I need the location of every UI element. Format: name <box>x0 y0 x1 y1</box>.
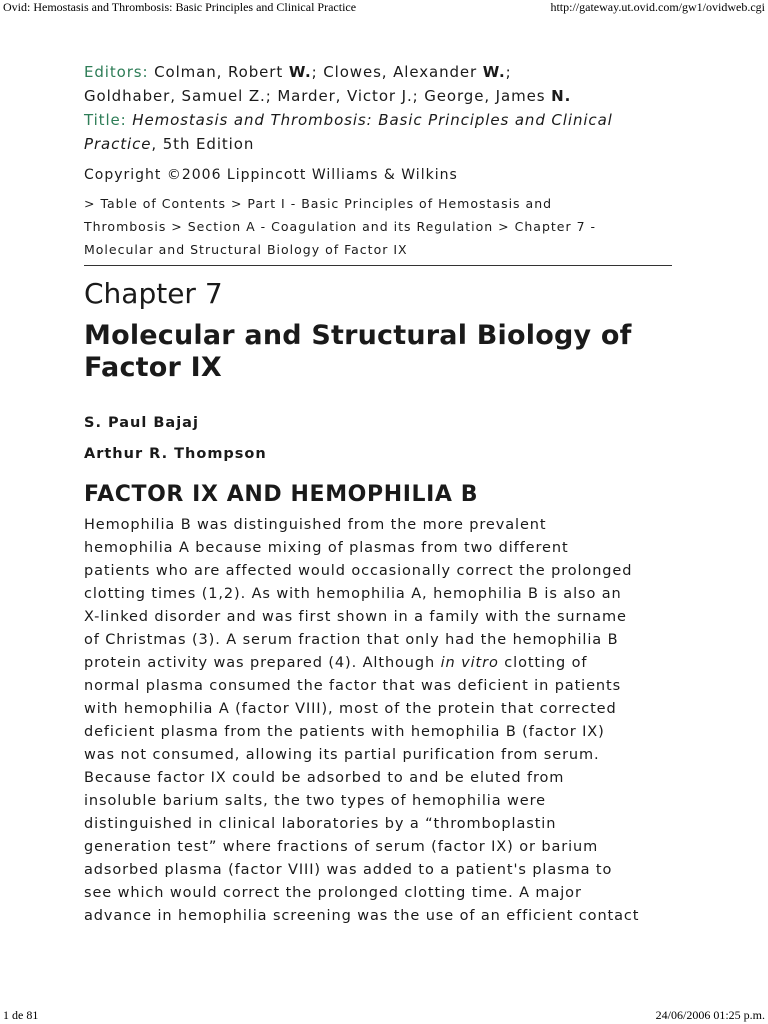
authors <box>84 408 674 470</box>
chapter-title: Molecular and Structural Biology of Factor IX <box>84 320 632 383</box>
author: Arthur R. Thompson <box>84 446 267 462</box>
paragraph-line: distinguished in clinical laboratories by a “thromboplastin <box>84 816 557 832</box>
editors-label: Editors: <box>84 63 149 81</box>
author: S. Paul Bajaj <box>84 415 199 431</box>
italic-term: in vitro <box>440 655 499 671</box>
paragraph-line: Because factor IX could be adsorbed to and be eluted from <box>84 770 565 786</box>
copyright: Copyright ©2006 Lippincott Williams & Wilkins <box>84 167 458 183</box>
section-heading: FACTOR IX AND HEMOPHILIA B <box>84 482 479 507</box>
paragraph-line: protein activity was prepared (4). Although in vitro clotting of <box>84 655 588 671</box>
paragraph-line: see which would correct the prolonged clotting time. A major <box>84 885 582 901</box>
editor-name: Clowes, Alexander <box>323 63 483 81</box>
editor-initial: W. <box>482 63 506 81</box>
book-title: Hemostasis and Thrombosis: Basic Principles and Clinical Practice <box>84 111 613 153</box>
paragraph-line: normal plasma consumed the factor that was deficient in patients <box>84 678 622 694</box>
print-header-title: Ovid: Hemostasis and Thrombosis: Basic Principles and Clinical Practice <box>3 0 357 14</box>
paragraph-line: Hemophilia B was distinguished from the more prevalent <box>84 517 547 533</box>
breadcrumb-line[interactable]: Molecular and Structural Biology of Factor IX <box>84 242 408 257</box>
editors-line: Editors: Colman, Robert W.; Clowes, Alexander W.; <box>84 63 512 81</box>
editor-initial: N. <box>551 87 572 105</box>
paragraph-line: clotting times (1,2). As with hemophilia A, hemophilia B is also an <box>84 586 622 602</box>
print-header <box>3 0 765 15</box>
print-header-url: http://gateway.ut.ovid.com/gw1/ovidweb.cgi <box>550 0 765 14</box>
paragraph-line: with hemophilia A (factor VIII), most of the protein that corrected <box>84 701 617 717</box>
paragraph-line: patients who are affected would occasionally correct the prolonged <box>84 563 633 579</box>
paragraph-line: of Christmas (3). A serum fraction that only had the hemophilia B <box>84 632 619 648</box>
body-paragraph <box>84 514 674 928</box>
breadcrumb-line[interactable]: Thrombosis > Section A - Coagulation and its Regulation > Chapter 7 - <box>84 219 597 234</box>
paragraph-line: generation test” where fractions of serum (factor IX) or barium <box>84 839 599 855</box>
title-label: Title: <box>84 111 127 129</box>
citation-block <box>84 60 674 156</box>
paragraph-line: deficient plasma from the patients with hemophilia B (factor IX) <box>84 724 605 740</box>
print-footer <box>3 1008 765 1023</box>
editor-name: Colman, Robert <box>154 63 289 81</box>
title-line <box>84 108 674 156</box>
paragraph-line: advance in hemophilia screening was the use of an efficient contact <box>84 908 640 924</box>
editor-name: Goldhaber, Samuel Z. <box>84 87 266 105</box>
page-number: 1 de 81 <box>3 1008 39 1022</box>
editor-name: Marder, Victor J. <box>277 87 413 105</box>
editor-name: George, James <box>424 87 552 105</box>
paragraph-line: was not consumed, allowing its partial purification from serum. <box>84 747 600 763</box>
chapter-number: Chapter 7 <box>84 277 223 310</box>
document-content <box>84 60 674 928</box>
paragraph-line: insoluble barium salts, the two types of hemophilia were <box>84 793 546 809</box>
book-edition: , 5th Edition <box>151 135 255 153</box>
breadcrumb-line[interactable]: > Table of Contents > Part I - Basic Principles of Hemostasis and <box>84 196 553 211</box>
paragraph-line: X-linked disorder and was first shown in a family with the surname <box>84 609 627 625</box>
divider <box>84 265 672 266</box>
editors-line-2: Goldhaber, Samuel Z.; Marder, Victor J.; George, James N. <box>84 87 572 105</box>
paragraph-line: adsorbed plasma (factor VIII) was added to a patient's plasma to <box>84 862 613 878</box>
breadcrumb <box>84 192 674 261</box>
paragraph-line: hemophilia A because mixing of plasmas from two different <box>84 540 569 556</box>
editor-initial: W. <box>288 63 312 81</box>
print-datetime: 24/06/2006 01:25 p.m. <box>655 1008 765 1022</box>
